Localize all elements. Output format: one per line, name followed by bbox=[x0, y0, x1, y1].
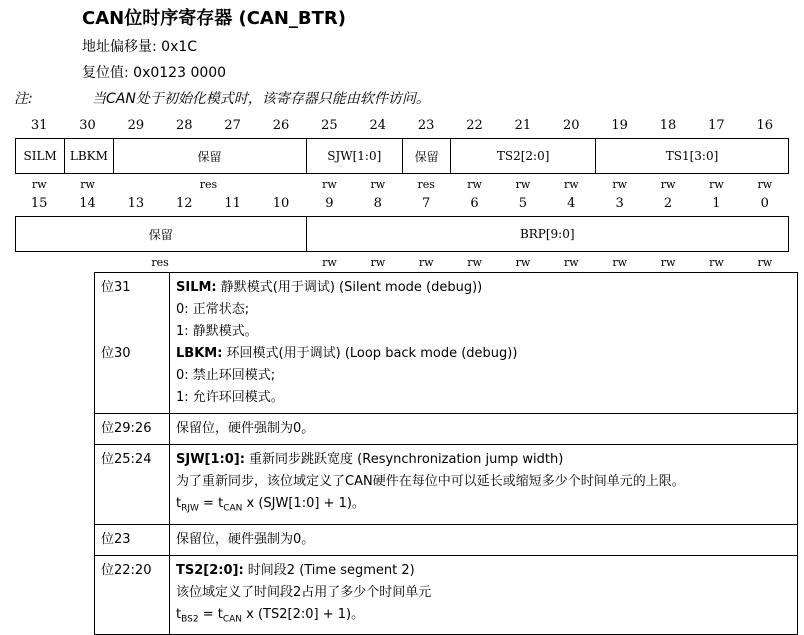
formula: $t_{RJW} = t_{CAN}$ x (SJW[1:0] + 1)。 bbox=[176, 496, 365, 514]
bit-number: 24 bbox=[369, 118, 387, 133]
access-type: rw bbox=[31, 178, 47, 191]
access-type: rw bbox=[80, 178, 95, 191]
bit-cell bbox=[95, 273, 170, 414]
bit-number: 2 bbox=[663, 196, 673, 211]
bit-number: 12 bbox=[176, 196, 193, 211]
bit-number: 1 bbox=[712, 196, 721, 211]
desc-cell bbox=[170, 273, 798, 414]
access-type: rw bbox=[418, 256, 434, 269]
bit-number: 22 bbox=[466, 118, 483, 133]
bit-number: 17 bbox=[708, 118, 725, 133]
field-title: 静默模式(用于调试) (Silent mode (debug)) bbox=[216, 280, 483, 295]
lower-bit-numbers bbox=[15, 196, 789, 211]
bit-number: 0 bbox=[760, 196, 769, 211]
field-title: 环回模式(用于调试) (Loop back mode (debug)) bbox=[222, 346, 518, 361]
table-row bbox=[95, 524, 798, 555]
table-row bbox=[95, 555, 798, 635]
access-type: rw bbox=[322, 256, 337, 269]
bit-number: 21 bbox=[514, 118, 532, 133]
desc-cell: 保留位，硬件强制为0。 bbox=[170, 414, 798, 445]
register-title: CAN位时序寄存器 (CAN_BTR) bbox=[82, 8, 346, 29]
bit-number: 9 bbox=[325, 196, 334, 211]
field-name: TS2[2:0]: bbox=[176, 562, 244, 578]
bit-number: 30 bbox=[79, 118, 96, 133]
upper-bit-numbers bbox=[15, 118, 789, 133]
register-field: 保留 bbox=[402, 139, 450, 173]
bit-number: 20 bbox=[563, 118, 580, 133]
bit-number: 13 bbox=[127, 196, 145, 211]
desc-cell: 保留位，硬件强制为0。 bbox=[170, 524, 798, 555]
bit-cell: 位25:24 bbox=[95, 445, 170, 525]
field-name: SJW[1:0]: bbox=[176, 452, 245, 467]
lower-access-row bbox=[15, 256, 789, 269]
bit-number: 29 bbox=[127, 118, 145, 133]
access-type: rw bbox=[467, 256, 482, 269]
desc-line: 1: 静默模式。 bbox=[176, 324, 258, 339]
field-title: 时间段2 (Time segment 2) bbox=[243, 562, 415, 578]
bit-number: 26 bbox=[272, 118, 290, 133]
access-type: rw bbox=[709, 256, 724, 269]
access-type: rw bbox=[757, 178, 773, 191]
bit-cell: 位29:26 bbox=[95, 414, 170, 445]
desc-line: 该位域定义了时间段2占用了多少个时间单元 bbox=[176, 584, 432, 600]
access-type: res bbox=[199, 178, 218, 191]
access-type: rw bbox=[563, 256, 579, 269]
bit-number: 4 bbox=[567, 196, 576, 211]
reset-value: 复位值: 0x0123 0000 bbox=[82, 65, 227, 81]
access-type: rw bbox=[322, 178, 337, 191]
upper-register-fields bbox=[15, 138, 789, 174]
access-type: rw bbox=[709, 178, 724, 191]
access-type: rw bbox=[563, 178, 579, 191]
access-type: rw bbox=[370, 178, 386, 191]
register-field: TS2[2:0] bbox=[450, 139, 595, 173]
bit-cell: 位23 bbox=[95, 524, 170, 555]
desc-line: 为了重新同步，该位域定义了CAN硬件在每位中可以延长或缩短多少个时间单元的上限。 bbox=[176, 474, 685, 489]
register-field: 保留 bbox=[113, 139, 306, 173]
bit-number: 31 bbox=[30, 118, 48, 133]
note-label: 注: bbox=[14, 91, 33, 107]
access-type: rw bbox=[612, 178, 628, 191]
address-offset: 地址偏移量: 0x1C bbox=[82, 39, 198, 55]
table-row bbox=[95, 414, 798, 445]
bit-cell: 位22:20 bbox=[95, 555, 170, 635]
bit-number: 15 bbox=[30, 196, 48, 211]
register-field: SILM bbox=[23, 149, 57, 163]
register-field: BRP[9:0] bbox=[306, 217, 789, 251]
register-field: TS1[3:0] bbox=[595, 139, 788, 173]
bit-number: 23 bbox=[417, 118, 435, 133]
bit-number: 7 bbox=[422, 196, 431, 211]
register-field: SJW[1:0] bbox=[306, 139, 403, 173]
bit-number: 18 bbox=[659, 118, 677, 133]
table-row bbox=[95, 445, 798, 525]
bit-number: 25 bbox=[321, 118, 338, 133]
field-name: SILM: bbox=[176, 280, 217, 295]
bit-label: 位30 bbox=[101, 346, 131, 361]
access-type: rw bbox=[370, 256, 386, 269]
formula: $t_{BS2} = t_{CAN}$ x (TS2[2:0] + 1)。 bbox=[176, 606, 365, 625]
access-type: rw bbox=[467, 178, 482, 191]
access-type: rw bbox=[660, 256, 676, 269]
desc-cell bbox=[170, 555, 798, 635]
desc-line: 0: 正常状态; bbox=[176, 302, 250, 317]
bit-number: 14 bbox=[79, 196, 96, 211]
upper-access-row bbox=[15, 178, 789, 191]
access-type: res bbox=[151, 256, 169, 269]
bit-number: 5 bbox=[518, 196, 528, 211]
access-type: rw bbox=[660, 178, 676, 191]
bit-number: 6 bbox=[470, 196, 479, 211]
table-row bbox=[95, 273, 798, 414]
bit-number: 19 bbox=[611, 118, 628, 133]
bit-label: 位31 bbox=[101, 280, 131, 295]
desc-line: 1: 允许环回模式。 bbox=[176, 390, 284, 405]
bit-number: 27 bbox=[224, 118, 241, 133]
bit-number: 8 bbox=[373, 196, 382, 211]
access-type: res bbox=[417, 178, 435, 191]
note-text: 当CAN处于初始化模式时，该寄存器只能由软件访问。 bbox=[92, 91, 430, 107]
access-type: rw bbox=[515, 178, 531, 191]
lower-register-fields bbox=[15, 216, 789, 252]
bit-number: 11 bbox=[224, 196, 241, 211]
bit-number: 28 bbox=[176, 118, 193, 133]
register-field: LBKM bbox=[64, 139, 112, 173]
bit-number: 3 bbox=[615, 196, 624, 211]
access-type: rw bbox=[612, 256, 628, 269]
desc-cell bbox=[170, 445, 798, 525]
access-type: rw bbox=[757, 256, 773, 269]
bit-number: 16 bbox=[756, 118, 774, 133]
desc-line: 0: 禁止环回模式; bbox=[176, 368, 276, 383]
bit-description-table bbox=[94, 272, 798, 635]
bit-number: 10 bbox=[272, 196, 290, 211]
register-field: 保留 bbox=[148, 227, 173, 242]
access-type: rw bbox=[515, 256, 531, 269]
field-name: LBKM: bbox=[176, 346, 223, 361]
field-title: 重新同步跳跃宽度 (Resynchronization jump width) bbox=[244, 452, 564, 467]
